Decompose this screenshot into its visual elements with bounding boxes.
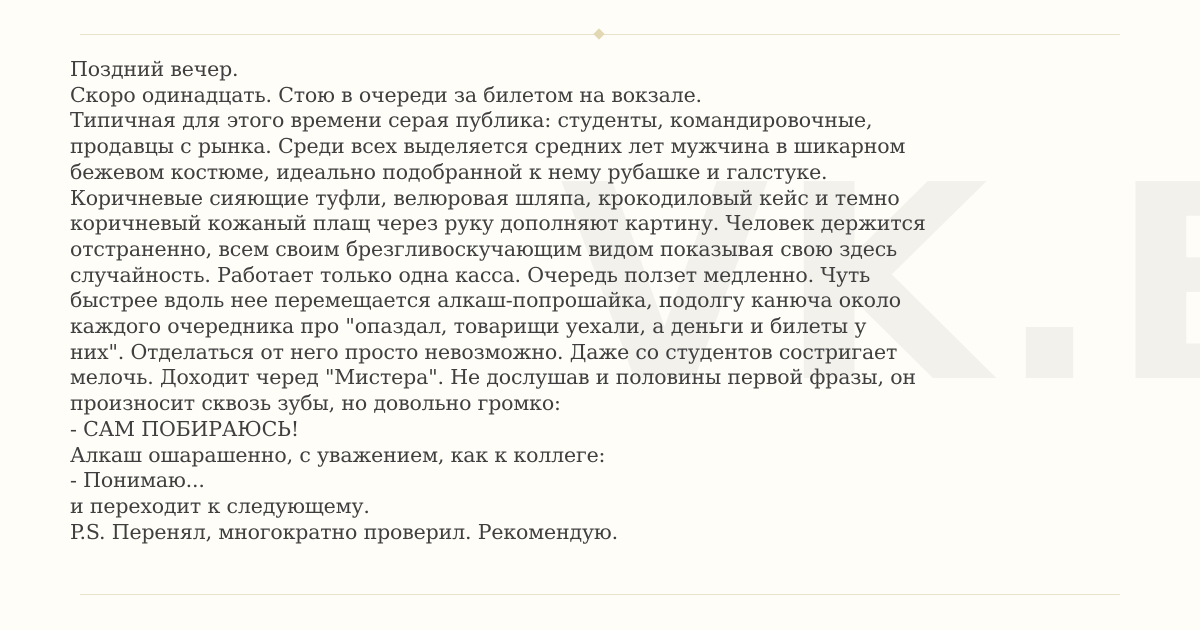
story-line: Типичная для этого времени серая публика: студенты, командировочные,: [70, 108, 873, 133]
story-line: продавцы с рынка. Среди всех выделяется средних лет мужчина в шикарном: [70, 134, 906, 159]
story-line: отстраненно, всем своим брезгливоскучающим видом показывая свою здесь: [70, 236, 898, 261]
story-line: Коричневые сияющие туфли, велюровая шляпа, крокодиловый кейс и темно: [70, 185, 900, 210]
story-line: P.S. Перенял, многократно проверил. Рекомендую.: [70, 519, 618, 544]
bottom-divider: [80, 594, 1120, 595]
story-line: Алкаш ошарашенно, с уважением, как к коллеге:: [70, 442, 606, 467]
story-line: - Понимаю...: [70, 468, 205, 493]
story-line: Поздний вечер.: [70, 57, 239, 81]
story-line: них". Отделаться от него просто невозможно. Даже со студентов состригает: [70, 339, 898, 364]
story-line: бежевом костюме, идеально подобранной к нему рубашке и галстуке.: [70, 159, 828, 184]
story-line: и переходит к следующему.: [70, 493, 370, 518]
divider-diamond-ornament: [593, 28, 604, 39]
story-line: каждого очередника про "опаздал, товарищи уехали, а деньги и билеты у: [70, 314, 867, 339]
story-line: Скоро одинадцать. Стою в очереди за билетом на вокзале.: [70, 82, 702, 107]
story-line: - САМ ПОБИРАЮСЬ!: [70, 416, 299, 441]
story-line: коричневый кожаный плащ через руку дополняют картину. Человек держится: [70, 211, 926, 236]
story-line: случайность. Работает только одна касса. Очередь ползет медленно. Чуть: [70, 262, 871, 287]
story-line: произносит сквозь зубы, но довольно громко:: [70, 391, 561, 416]
story-line: мелочь. Доходит черед "Мистера". Не дослушав и половины первой фразы, он: [70, 365, 916, 390]
story-line: быстрее вдоль нее перемещается алкаш-попрошайка, подолгу канюча около: [70, 288, 901, 313]
story-text: [70, 57, 1150, 545]
